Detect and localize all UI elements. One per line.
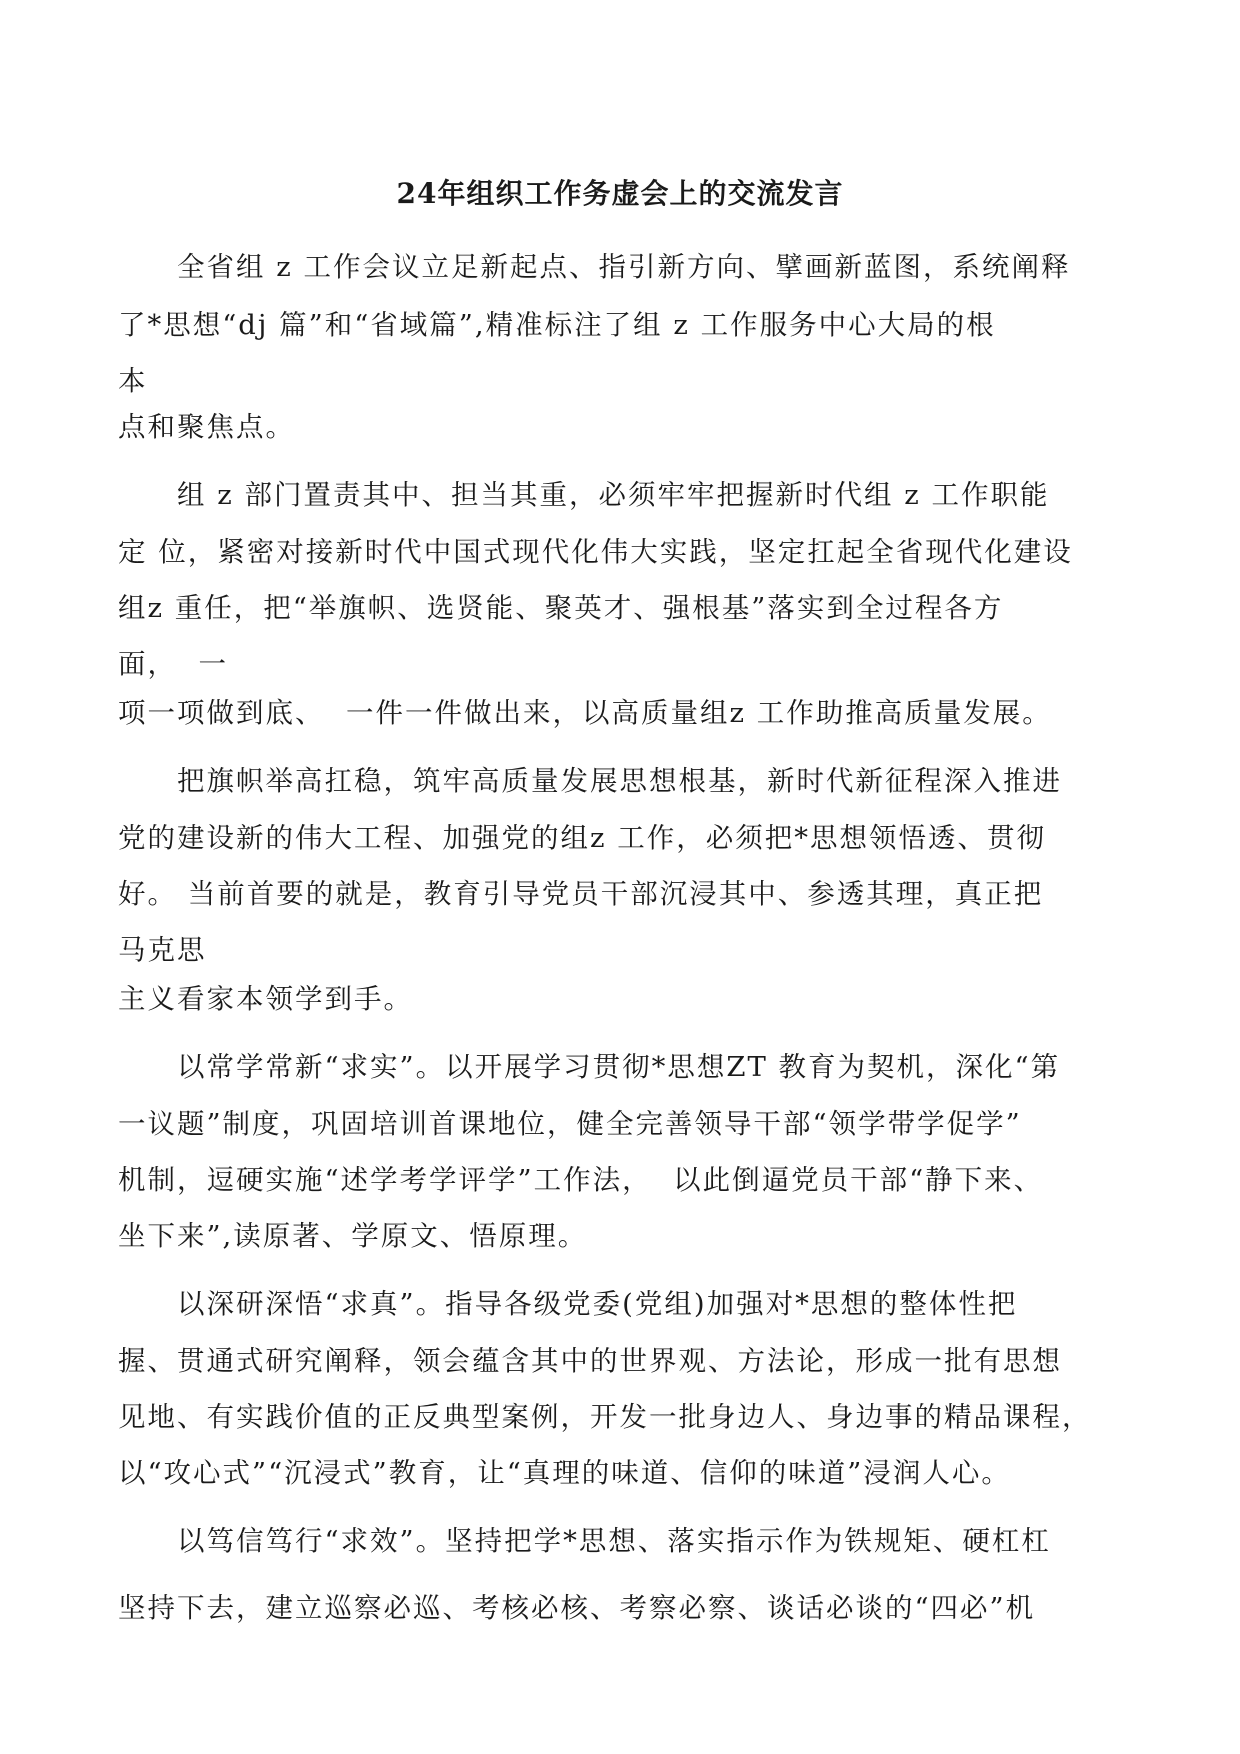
- body-line-15: 以常学常新“求实”。以开展学习贯彻*思想ZT 教育为契机，深化“第: [118, 1051, 1061, 1083]
- body-line-19: 以深研深悟“求真”。指导各级党委(党组)加强对*思想的整体性把: [118, 1288, 1018, 1320]
- body-line-2: 了*思想“dj 篇”和“省域篇”,精准标注了组 z 工作服务中心大局的根: [118, 309, 996, 341]
- body-line-9: 项一项做到底、 一件一件做出来，以高质量组z 工作助推高质量发展。: [118, 697, 1052, 729]
- body-line-5: 组 z 部门置责其中、担当其重，必须牢牢把握新时代组 z 工作职能: [118, 479, 1050, 511]
- body-line-14: 主义看家本领学到手。: [118, 983, 413, 1015]
- document-title: 24年组织工作务虚会上的交流发言: [396, 177, 844, 210]
- body-line-21: 见地、有实践价值的正反典型案例，开发一批身边人、身边事的精品课程，: [118, 1401, 1092, 1433]
- body-line-6: 定 位，紧密对接新时代中国式现代化伟大实践，坚定扛起全省现代化建设: [118, 536, 1073, 568]
- body-line-1: 全省组 z 工作会议立足新起点、指引新方向、擘画新蓝图，系统阐释: [118, 251, 1071, 283]
- body-line-12: 好。 当前首要的就是，教育引导党员干部沉浸其中、参透其理，真正把: [118, 878, 1044, 910]
- body-line-8: 面， 一: [118, 648, 228, 680]
- body-line-18: 坐下来”,读原著、学原文、悟原理。: [118, 1220, 588, 1252]
- body-line-16: 一议题”制度，巩固培训首课地位，健全完善领导干部“领学带学促学”: [118, 1108, 1022, 1140]
- body-line-4: 点和聚焦点。: [118, 411, 295, 443]
- body-line-10: 把旗帜举高扛稳，筑牢高质量发展思想根基，新时代新征程深入推进: [118, 765, 1062, 797]
- body-line-20: 握、贯通式研究阐释，领会蕴含其中的世界观、方法论，形成一批有思想: [118, 1345, 1062, 1377]
- body-line-23: 以笃信笃行“求效”。坚持把学*思想、落实指示作为铁规矩、硬杠杠: [118, 1525, 1051, 1557]
- body-line-17: 机制，逗硬实施“述学考学评学”工作法， 以此倒逼党员干部“静下来、: [118, 1164, 1044, 1196]
- body-line-3: 本: [118, 365, 148, 397]
- body-line-22: 以“攻心式”“沉浸式”教育，让“真理的味道、信仰的味道”浸润人心。: [118, 1457, 1011, 1489]
- body-line-13: 马克思: [118, 934, 207, 966]
- body-line-7: 组z 重任，把“举旗帜、选贤能、聚英才、强根基”落实到全过程各方: [118, 592, 1004, 624]
- body-line-24: 坚持下去，建立巡察必巡、考核必核、考察必察、谈话必谈的“四必”机: [118, 1592, 1036, 1624]
- body-line-11: 党的建设新的伟大工程、加强党的组z 工作，必须把*思想领悟透、贯彻: [118, 822, 1046, 854]
